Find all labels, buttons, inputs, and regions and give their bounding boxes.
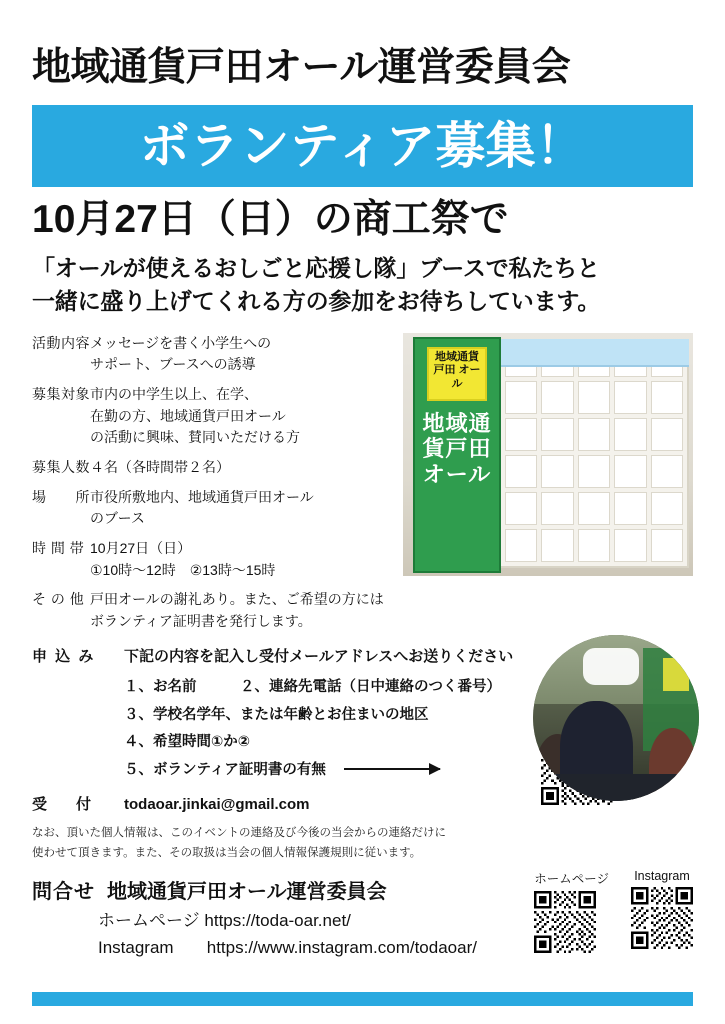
headline-banner <box>32 105 693 187</box>
table-row <box>32 538 384 589</box>
detail-line: サポート、ブースへの誘導 <box>90 356 256 373</box>
instagram-qr-caption: Instagram <box>634 869 690 884</box>
qr-code-icon <box>631 887 693 949</box>
reception-label: 受 付 <box>32 796 99 814</box>
detail-label-activity: 活動内容 <box>32 334 90 351</box>
table-row <box>32 457 384 487</box>
instagram-qr-item[interactable] <box>631 869 693 953</box>
detail-line: 戸田オールの謝礼あり。また、ご希望の方には <box>90 591 384 608</box>
contact-org: 地域通貨戸田オール運営委員会 <box>107 881 387 904</box>
table-row <box>32 487 384 538</box>
apply-section <box>32 645 693 863</box>
privacy-note-line: 使わせて頂きます。また、その取扱は当会の個人情報保護規則に従います。 <box>32 846 422 859</box>
lead-paragraph <box>32 252 693 319</box>
detail-line: 在勤の方、地域通貨戸田オール <box>90 407 286 424</box>
detail-line: ボランティア証明書を発行します。 <box>90 613 312 630</box>
list-item: ４、希望時間①か② <box>124 734 251 751</box>
qr-code-icon <box>534 891 596 953</box>
detail-value-target <box>90 384 384 457</box>
website-url[interactable]: https://toda-oar.net/ <box>204 911 351 931</box>
detail-label-place: 場 所 <box>32 488 90 505</box>
event-date-line: 10月27日（日）の商工祭で <box>32 197 509 241</box>
instagram-label: Instagram <box>98 937 174 957</box>
detail-line: の活動に興味、賛同いただける方 <box>90 429 300 446</box>
lead-line-1: 「オールが使えるおしごと応援し隊」ブースで私たちと <box>32 254 600 281</box>
privacy-note <box>32 824 693 863</box>
page-title: 地域通貨戸田オール運営委員会 <box>32 46 571 89</box>
detail-label-other: そ の 他 <box>32 591 85 608</box>
detail-line: ４名（各時間帯２名） <box>90 458 230 475</box>
instagram-url[interactable]: https://www.instagram.com/todaoar/ <box>206 937 477 957</box>
booth-banner-text: 地域通貨戸田オール <box>422 410 492 488</box>
detail-value-other <box>90 589 384 640</box>
website-label: ホームページ <box>98 911 200 931</box>
detail-label-target: 募集対象 <box>32 385 90 402</box>
details-table <box>32 333 384 641</box>
headline-banner-text: ボランティア募集！ <box>139 117 586 174</box>
apply-label: 申 込 み <box>32 647 96 665</box>
details-section <box>32 333 693 641</box>
footer-bar <box>32 992 693 1006</box>
detail-value-headcount <box>90 457 384 487</box>
list-item: １、お名前 ２、連絡先電話（日中連絡のつく番号） <box>124 678 501 695</box>
table-row <box>32 384 384 457</box>
list-item: ３、学校名学年、または年齢とお住まいの地区 <box>124 706 429 723</box>
detail-value-place <box>90 487 384 538</box>
table-row <box>32 333 384 384</box>
qr-code-pair <box>534 869 693 953</box>
detail-value-activity <box>90 333 384 384</box>
detail-line: ①10時〜12時 ②13時〜15時 <box>90 561 276 578</box>
detail-line: メッセージを書く小学生への <box>90 334 272 351</box>
detail-line: 10月27日（日） <box>90 540 192 557</box>
contact-section <box>32 869 693 983</box>
detail-label-headcount: 募集人数 <box>32 458 90 475</box>
detail-line: のブース <box>90 510 145 527</box>
detail-label-time: 時 間 帯 <box>32 540 85 557</box>
list-item: ５、ボランティア証明書の有無 <box>124 762 326 779</box>
lead-line-2: 一緒に盛り上げてくれる方の参加をお待ちしています。 <box>32 288 601 315</box>
apply-instruction: 下記の内容を記入し受付メールアドレスへお送りください <box>124 647 514 665</box>
booth-banner-top-text: 地域通貨 戸田 オール <box>427 347 487 401</box>
detail-value-time <box>90 538 384 589</box>
reception-email[interactable]: todaoar.jinkai@gmail.com <box>124 796 310 814</box>
booth-banner <box>413 337 501 573</box>
detail-line: 市役所敷地内、地域通貨戸田オール <box>90 488 314 505</box>
privacy-note-line: なお、頂いた個人情報は、このイベントの連絡及び今後の当会からの連絡だけに <box>32 827 446 840</box>
website-qr-item[interactable] <box>534 869 609 953</box>
website-qr-caption: ホームページ <box>534 872 609 887</box>
detail-line: 市内の中学生以上、在学、 <box>90 385 258 402</box>
booth-photo <box>403 333 693 576</box>
arrow-right-icon <box>344 768 440 770</box>
contact-label: 問合せ <box>32 881 95 904</box>
volunteers-photo <box>533 635 699 801</box>
table-row <box>32 589 384 640</box>
